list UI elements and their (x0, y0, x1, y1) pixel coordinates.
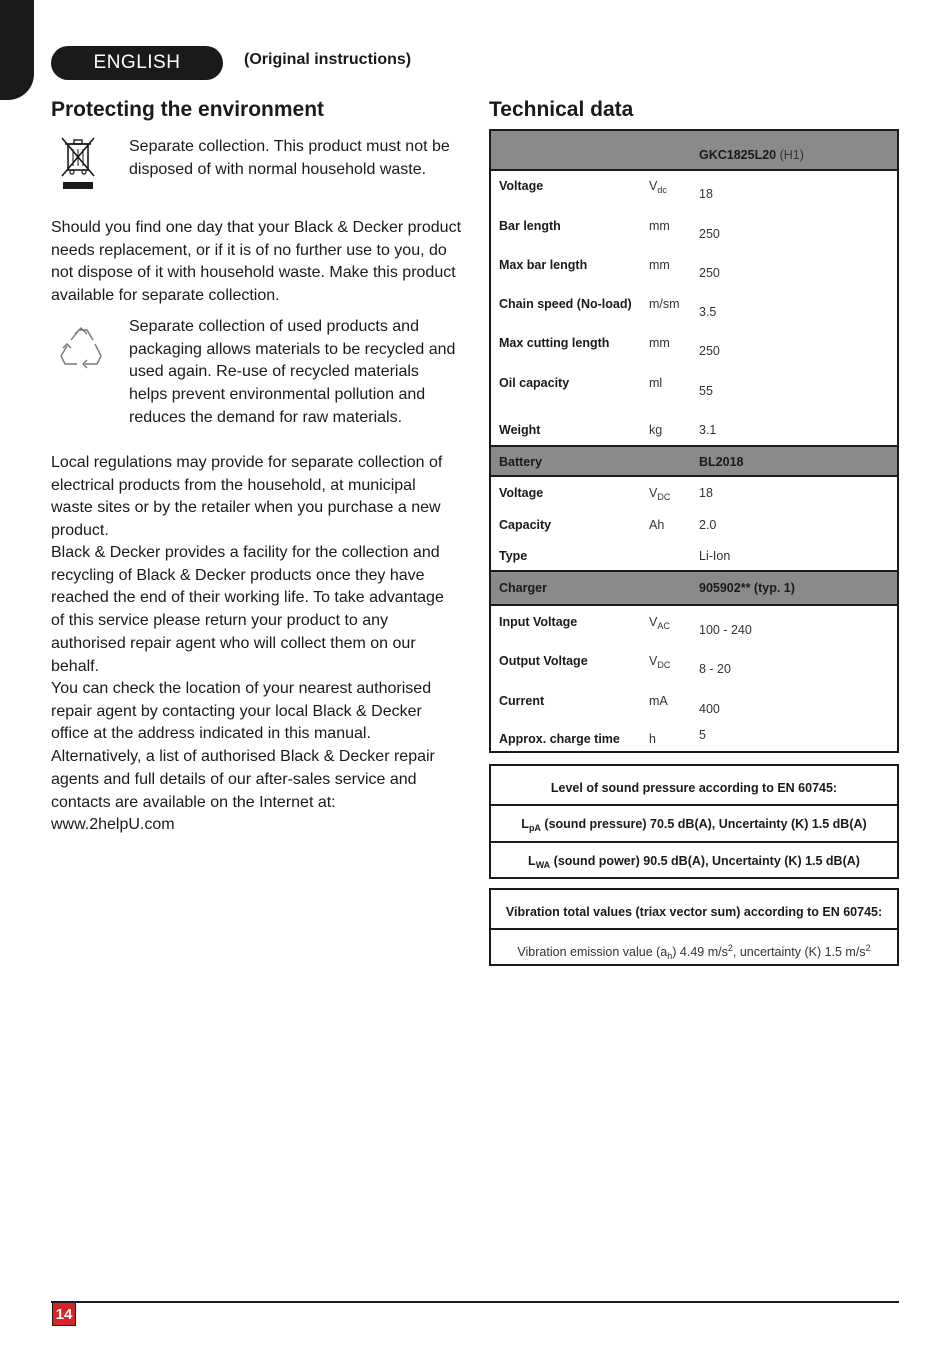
row-unit: mm (649, 219, 670, 233)
separate-collection-text: Separate collection. This product must not be disposed of with normal household waste. (129, 138, 450, 178)
row-value: 250 (699, 266, 720, 280)
row-value: 905902** (typ. 1) (699, 581, 795, 595)
disposal-paragraph: Should you find one day that your Black & Decker product needs replacement, or if it is of no further use to you, do not dispose of it with household waste. Make this product available for separate collection. (51, 219, 462, 305)
row-unit: $V_{AC}$ (649, 615, 670, 631)
row-value: 2.0 (699, 518, 717, 532)
recycle-icon (57, 326, 105, 374)
battery-header-row (491, 445, 897, 477)
row-label: Input Voltage (499, 615, 578, 629)
row-value: 3.1 (699, 423, 717, 437)
vibration-box (489, 888, 899, 966)
row-unit: Ah (649, 518, 665, 532)
row-unit: $V_{dc}$ (649, 179, 667, 195)
row-unit: mm (649, 336, 670, 350)
row-value: 18 (699, 187, 713, 201)
vibration-value-row: Vibration emission value $(a_h)$ 4.49 $m/s^2$, uncertainty (K) 1.5 $m/s^2$ (491, 928, 897, 966)
row-value: 8 - 20 (699, 662, 731, 676)
model-suffix: (H1) (779, 148, 804, 162)
sound-pressure-box (489, 764, 899, 879)
corner-tab (0, 0, 34, 100)
row-label: Type (499, 549, 528, 563)
row-label: Current (499, 694, 545, 708)
row-label: Capacity (499, 518, 552, 532)
row-value: 400 (699, 702, 720, 716)
recycling-text: Separate collection of used products and packaging allows materials to be recycled and used again. Re-use of recycled materials helps prevent environmental pollution and reduces the demand for raw materials. (129, 318, 456, 426)
row-value: 250 (699, 227, 720, 241)
language-badge: ENGLISH (51, 46, 223, 80)
row-value: 100 - 240 (699, 623, 752, 637)
row-label: Bar length (499, 219, 561, 233)
collection-facility-paragraph: Black & Decker provides a facility for the collection and recycling of Black & Decker products once they have reached the end of their working life. To take advantage of this service please return your product to any authorised repair agent who will collect them on our behalf. (51, 544, 444, 675)
local-regulations-paragraph: Local regulations may provide for separate collection of electrical products from the household, at municipal waste sites or by the retailer when you purchase a new product. (51, 454, 443, 540)
row-label: Voltage (499, 486, 544, 500)
row-unit: kg (649, 423, 663, 437)
row-label: Oil capacity (499, 376, 570, 390)
row-value: Li-Ion (699, 549, 731, 563)
row-label: Output Voltage (499, 654, 588, 668)
row-label: Max cutting length (499, 336, 610, 350)
crossed-bin-icon (59, 136, 97, 190)
row-value: 250 (699, 344, 720, 358)
environment-title: Protecting the environment (51, 98, 325, 121)
row-label: Max bar length (499, 258, 588, 272)
model-header-row (491, 131, 897, 171)
row-label: Voltage (499, 179, 544, 193)
row-value: BL2018 (699, 455, 744, 469)
model-name: GKC1825L20 (699, 148, 777, 162)
sound-power-row: $L_{WA}$ (sound power) 90.5 dB(A), Uncertainty (K) 1.5 dB(A) (491, 841, 897, 879)
sound-pressure-row: $L_{pA}$ (sound pressure) 70.5 dB(A), Uncertainty (K) 1.5 dB(A) (491, 804, 897, 842)
sound-heading: Level of sound pressure according to EN 60745: (550, 781, 838, 795)
row-value: 55 (699, 384, 713, 398)
technical-data-title: Technical data (489, 98, 634, 121)
row-unit: $V_{DC}$ (649, 654, 671, 670)
row-unit: mm (649, 258, 670, 272)
footer-rule (51, 1301, 899, 1303)
charger-header-row (491, 570, 897, 606)
page-number: 14 (52, 1302, 76, 1326)
row-label: Approx. charge time (499, 732, 620, 746)
row-unit: mA (649, 694, 668, 708)
row-value: 5 (699, 728, 706, 742)
repair-agent-paragraph: You can check the location of your nearest authorised repair agent by contacting your local Black & Decker office at the address indicated in this manual. Alternatively, a list of authorised Black & Decker repair agents and full details of our after-sales service and contacts are available on the Internet at: www.2helpU.com (51, 680, 435, 834)
row-unit: ml (649, 376, 663, 390)
row-value: 3.5 (699, 305, 717, 319)
row-unit: m/sm (649, 297, 680, 311)
row-unit: $V_{DC}$ (649, 486, 671, 502)
row-label: Charger (499, 581, 547, 595)
row-label: Battery (499, 455, 543, 469)
row-label: Chain speed (No-load) (499, 297, 632, 311)
original-instructions-label: (Original instructions) (244, 51, 412, 68)
vibration-heading: Vibration total values (triax vector sum) according to EN 60745: (505, 905, 883, 919)
row-value: 18 (699, 486, 713, 500)
row-unit: h (649, 732, 656, 746)
row-label: Weight (499, 423, 541, 437)
technical-data-table (489, 129, 899, 753)
